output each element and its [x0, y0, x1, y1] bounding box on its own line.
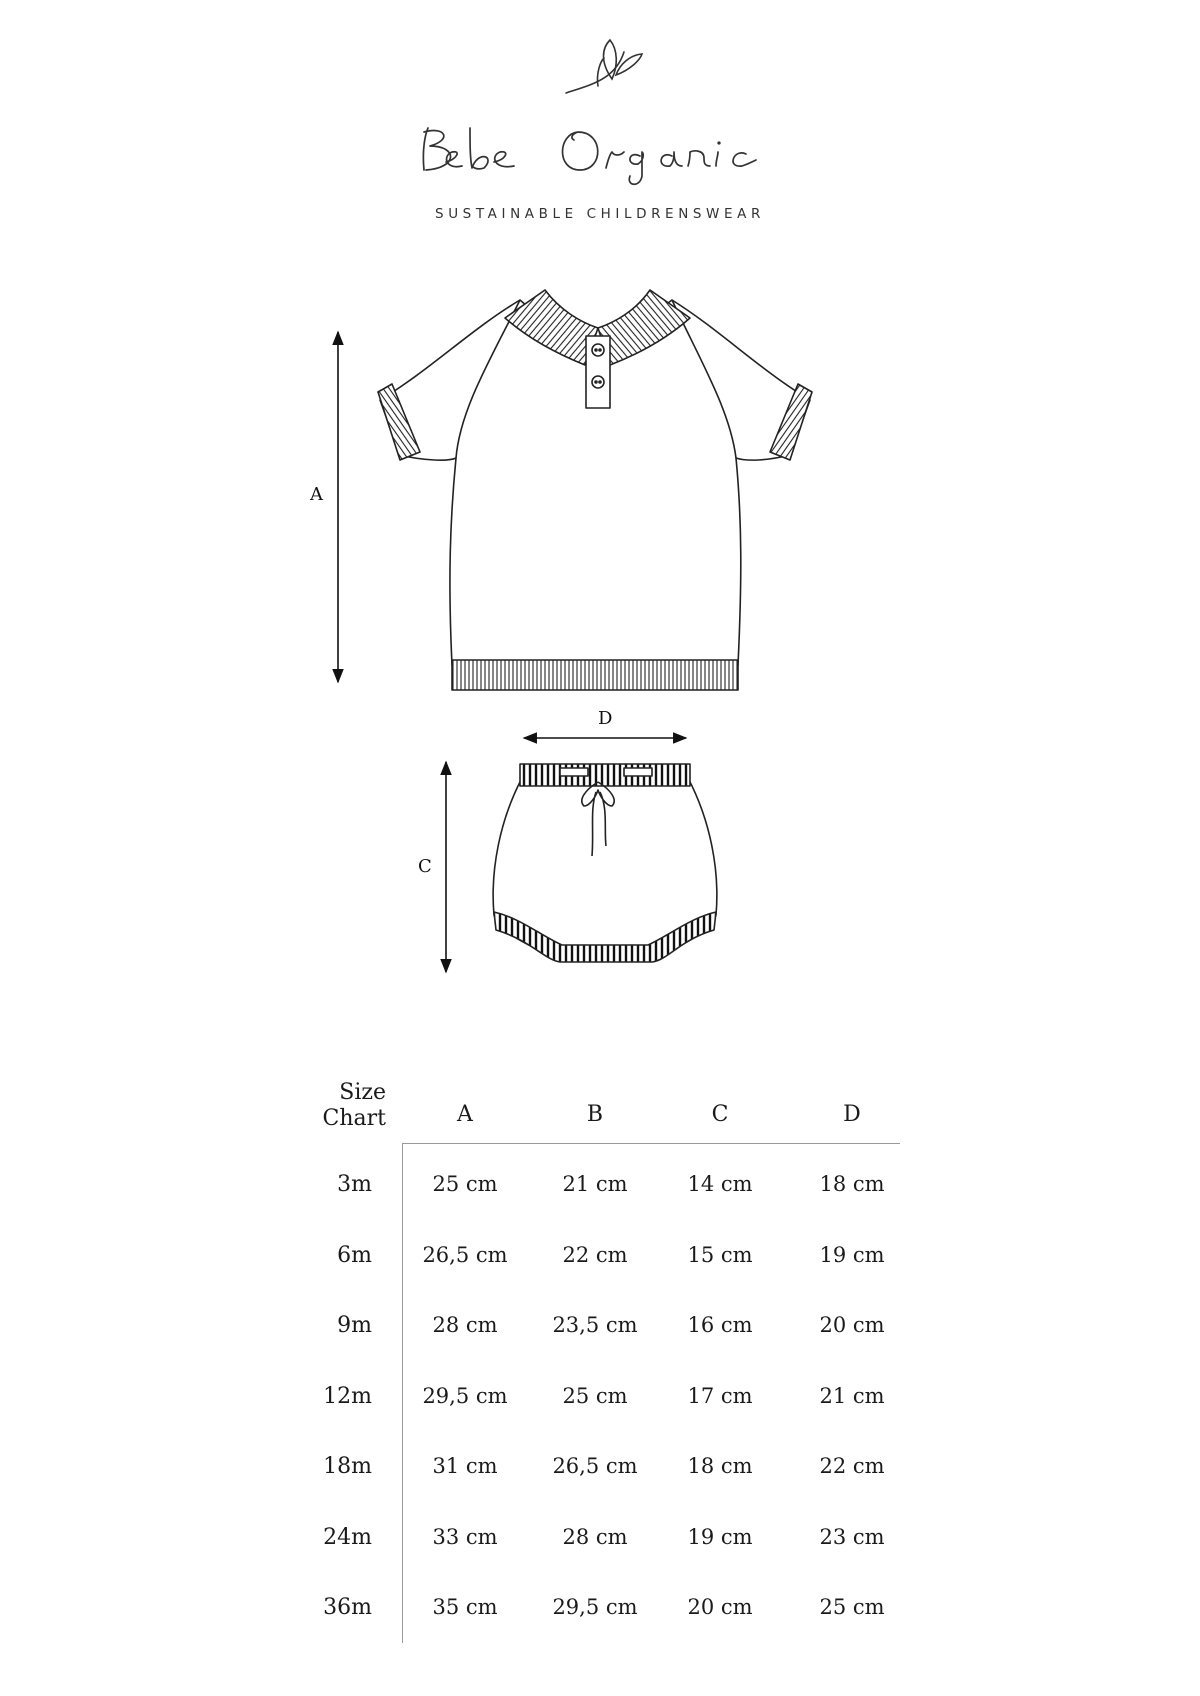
dimension-label-a: A	[310, 484, 323, 505]
measurement-cell: 25 cm	[562, 1383, 628, 1408]
table-row	[300, 1384, 900, 1424]
measurement-cell: 18 cm	[819, 1172, 885, 1196]
measurement-cell: 35 cm	[432, 1595, 498, 1619]
measurement-cell: 21 cm	[562, 1172, 628, 1196]
measurement-cell: 19 cm	[819, 1242, 885, 1267]
size-label: 9m	[337, 1313, 372, 1338]
measurement-cell: 22 cm	[562, 1242, 628, 1267]
measurement-cell: 33 cm	[432, 1524, 498, 1549]
measurement-cell: 28 cm	[562, 1524, 628, 1549]
measurement-cell: 19 cm	[687, 1524, 753, 1549]
measurement-cell: 15 cm	[687, 1242, 753, 1267]
corner-line-size: Size	[339, 1080, 386, 1105]
measurement-cell: 22 cm	[819, 1454, 885, 1478]
measurement-cell: 21 cm	[819, 1383, 885, 1408]
size-chart-corner	[300, 1080, 386, 1132]
column-header-c: C	[711, 1102, 729, 1127]
measurement-cell: 25 cm	[819, 1595, 885, 1619]
column-header-a: A	[457, 1102, 473, 1127]
measurement-cell: 20 cm	[819, 1313, 885, 1337]
measurement-cell: 26,5 cm	[422, 1242, 508, 1267]
brand-tagline: SUSTAINABLE CHILDRENSWEAR	[435, 206, 765, 222]
size-label: 12m	[323, 1383, 372, 1409]
size-chart-header	[300, 1080, 900, 1170]
size-label: 24m	[323, 1524, 372, 1550]
header-divider	[402, 1143, 900, 1144]
shorts-drawing	[493, 764, 717, 962]
size-label: 3m	[337, 1172, 372, 1197]
measurement-cell: 16 cm	[687, 1313, 753, 1337]
measurement-cell: 23 cm	[819, 1524, 885, 1549]
dimension-label-d: D	[598, 708, 613, 729]
measurement-cell: 29,5 cm	[422, 1383, 508, 1408]
measurement-cell: 28 cm	[432, 1313, 498, 1337]
measurement-cell: 20 cm	[687, 1595, 753, 1619]
size-label: 36m	[323, 1595, 372, 1620]
table-row	[300, 1595, 900, 1635]
waistband	[520, 764, 690, 786]
corner-line-chart: Chart	[322, 1106, 386, 1131]
size-label: 18m	[323, 1454, 372, 1479]
table-row	[300, 1313, 900, 1353]
measurement-cell: 25 cm	[432, 1172, 498, 1196]
table-row	[300, 1454, 900, 1494]
measurement-cell: 18 cm	[687, 1454, 753, 1478]
measurement-cell: 23,5 cm	[552, 1313, 638, 1337]
table-row	[300, 1243, 900, 1283]
measurement-cell: 17 cm	[687, 1383, 753, 1408]
size-label: 6m	[337, 1242, 372, 1268]
dimension-label-c: C	[418, 856, 432, 877]
hem-band	[452, 660, 738, 690]
column-header-b: B	[586, 1102, 604, 1127]
measurement-cell: 14 cm	[687, 1172, 753, 1196]
measurement-cell: 26,5 cm	[552, 1454, 638, 1478]
column-header-d: D	[843, 1102, 861, 1127]
measurement-cell: 31 cm	[432, 1454, 498, 1478]
measurement-cell: 29,5 cm	[552, 1595, 638, 1619]
table-row	[300, 1172, 900, 1212]
table-row	[300, 1525, 900, 1565]
polo-shirt-drawing	[378, 290, 812, 690]
